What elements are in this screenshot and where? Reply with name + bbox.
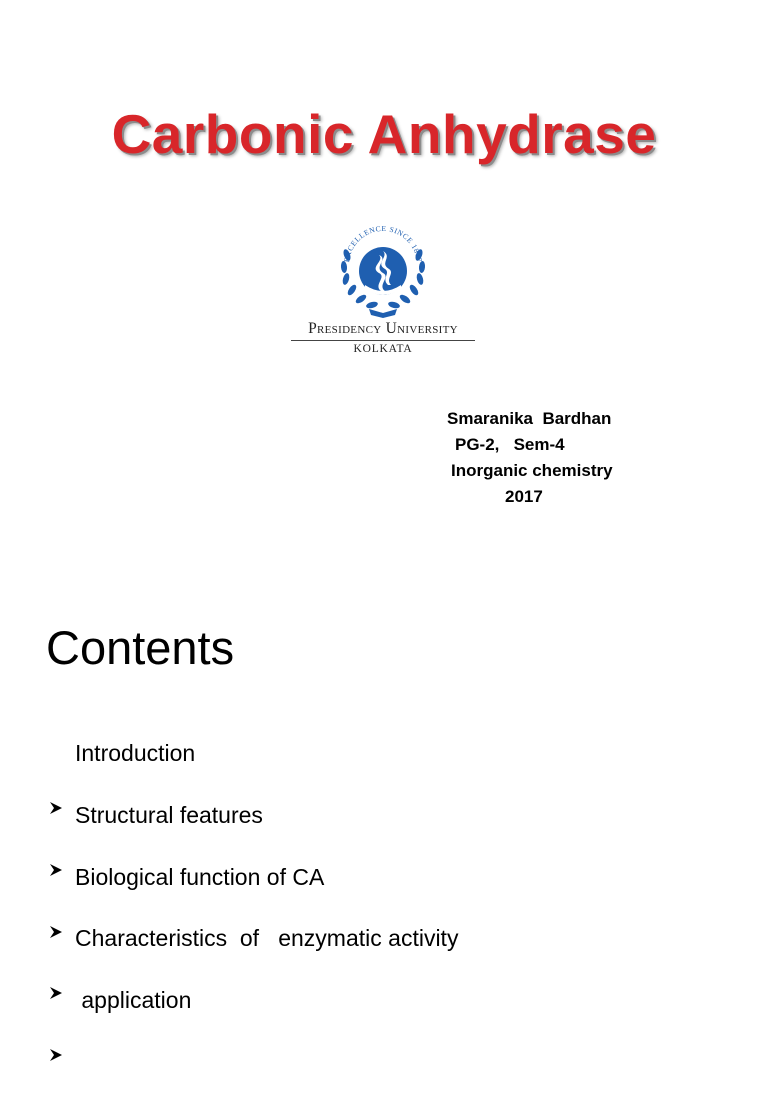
contents-slide bbox=[0, 590, 768, 1024]
university-logo bbox=[287, 215, 479, 365]
contents-item-structural-features bbox=[48, 802, 263, 829]
contents-item-characteristics bbox=[48, 925, 458, 952]
year: 2017 bbox=[505, 487, 543, 506]
university-emblem-icon bbox=[333, 215, 433, 319]
contents-item-label: application bbox=[75, 987, 192, 1013]
university-name: Presidency University bbox=[308, 320, 458, 337]
arrowhead-bullet-icon bbox=[48, 931, 64, 947]
contents-item-introduction bbox=[48, 740, 195, 767]
contents-heading: Contents bbox=[46, 621, 235, 674]
svg-text:EXCELLENCE SINCE 1817: EXCELLENCE SINCE 1817 bbox=[342, 223, 424, 263]
author-name: Smaranika Bardhan bbox=[447, 409, 612, 428]
arrowhead-bullet-icon bbox=[48, 808, 64, 824]
university-city: KOLKATA bbox=[353, 343, 413, 355]
contents-item-biological-function bbox=[48, 864, 324, 891]
department: Inorganic chemistry bbox=[451, 461, 613, 480]
contents-item-application bbox=[48, 987, 191, 1014]
program-semester: PG-2, Sem-4 bbox=[455, 435, 565, 454]
arrowhead-bullet-icon bbox=[48, 746, 64, 762]
logo-divider bbox=[291, 340, 475, 341]
contents-item-label: Biological function of CA bbox=[75, 864, 325, 890]
arrowhead-bullet-icon bbox=[48, 993, 64, 1009]
arrowhead-bullet-icon bbox=[48, 870, 64, 886]
contents-item-label: Introduction bbox=[75, 740, 196, 766]
presentation-title: Carbonic Anhydrase bbox=[111, 103, 657, 165]
contents-item-label: Structural features bbox=[75, 802, 263, 828]
contents-item-label: Characteristics of enzymatic activity bbox=[75, 925, 459, 951]
